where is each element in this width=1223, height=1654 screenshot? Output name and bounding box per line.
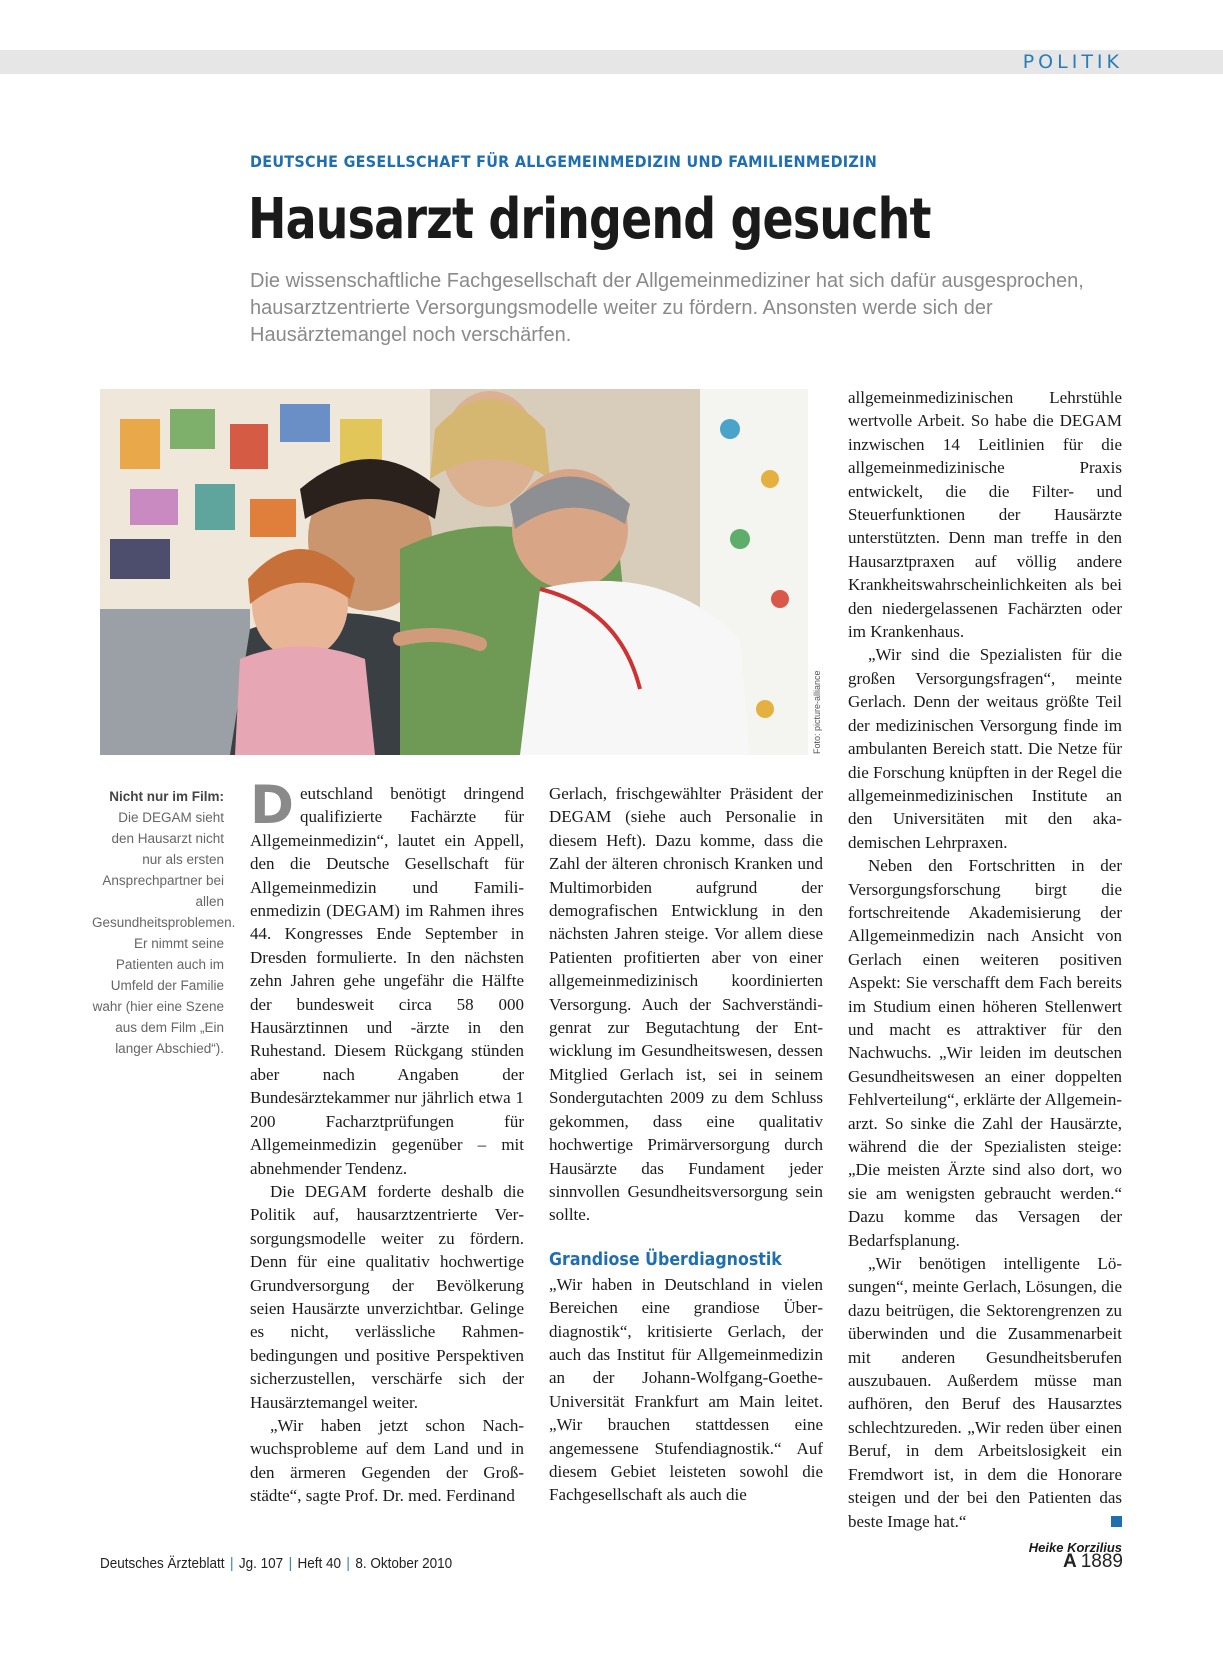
article-kicker: DEUTSCHE GESELLSCHAFT FÜR ALLGEMEINMEDIZIN UND FAMILIENMEDIZIN (250, 152, 878, 171)
article-author: Heike Korzilius (1028, 1539, 1122, 1555)
paragraph-1: Deutschland benötigt dringend qualifizierte Fachärzte für Allgemeinmedizin“, lautet ein Appell, den die Deutsche Gesellschaft für Allgemeinmedizin und Familienmedizin (DEGAM) im Rahmen ihres 44. Kongresses Ende September in Dresden formulierte. In den nächsten zehn Jahren gehe ungefähr die Hälfte der bundesweit circa 58 000 Hausärztinnen und -ärzte in den Ruhestand. Diesem Rückgang stünden aber nach Angaben der Bundesärztekammer nur jährlich etwa 1 200 Facharztprüfungen für Allgemeinmedizin gegenüber – mit abnehmender Tendenz. (250, 775, 524, 1178)
journal-name: Deutsches Ärzteblatt (100, 1555, 225, 1572)
page-footer: Deutsches Ärzteblatt | Jg. 107 | Heft 40 | 8. Oktober 2010 (100, 1555, 453, 1572)
section-label: POLITIK (1022, 51, 1123, 73)
photo-illustration (100, 389, 808, 755)
journal-date: 8. Oktober 2010 (355, 1555, 453, 1572)
paragraph-continued: allgemeinmedizinischen Lehrstühle wertvolle Arbeit. So habe die DEGAM inzwischen 14 Leitlinien für die allgemeinmedizinische Praxis entwickelt, die die Filter- und Steuerfunktionen der Hausärzte unterstützten. Denn man treffe in den Hausarztpraxen auf völlig andere Krankheitswahrscheinlichkeiten als bei den niedergelassenen Fachärzten oder im Krankenhaus. (848, 388, 1122, 642)
paragraph-7: „Wir benötigen intelligente Lösungen“, meinte Gerlach, Lösungen, die dazu beitrügen, die Sektorengrenzen zu überwinden und die Zusammenarbeit mit anderen Gesundheitsberufen auszubauen. Außerdem müsse man aufhören, den Beruf des Hausarztes schlechtzureden. „Wir reden über einen Beruf, in dem Arbeitslosigkeit ein Fremdwort ist, in dem die Honorare steigen und der bei den Patienten das beste Image hat.“ (848, 1254, 1122, 1531)
photo-credit: Foto: picture-alliance (812, 670, 822, 754)
article-column-1 (250, 775, 524, 1508)
paragraph-2: Die DEGAM forderte deshalb die Politik auf, hausarztzentrierte Versorgungsmodelle weiter zu fördern. Denn für eine qualitativ hochwertige Grundversorgung der Bevölkerung seien Hausärzte unverzichtbar. Gelinge es nicht, verlässliche Rahmenbedingungen und positive Perspektiven sicherzustellen, verschärfe sich der Hausärztemangel weiter. (250, 1181, 524, 1412)
article-headline: Hausarzt dringend gesucht (248, 187, 931, 252)
article-subhead: Grandiose Überdiagnostik (549, 1248, 782, 1270)
paragraph-6: Neben den Fortschritten in der Versorgungsforschung birgt die fortschreitende Akademisierung der Allgemeinmedizin nach Ansicht von Gerlach einen weiteren positiven Aspekt: Sie verschafft dem Fach bereits im Studium einen höheren Stellenwert und macht es attraktiver für den Nachwuchs. „Wir leiden im deutschen Gesundheitswesen an einer doppelten Fehlverteilung“, erklärte der Allgemeinarzt. So sinke die Zahl der Hausärzte, während die der Spezialisten steige: „Die meisten Ärzte sind also dort, wo sie am wenigsten gebraucht werden.“ Dazu komme das Versagen der Bedarfsplanung. (848, 856, 1122, 1250)
journal-volume: Jg. 107 (238, 1555, 284, 1572)
journal-issue: Heft 40 (297, 1555, 342, 1572)
paragraph-4: „Wir haben in Deutschland in vielen Bereichen eine grandiose Überdiagnostik“, kritisierte Gerlach, der auch das Institut für Allgemeinmedizin an der Johann-Wolfgang-Goethe-Universität Frankfurt am Main leitet. „Wir brauchen stattdessen eine angemessene Stufendiagnostik.“ Auf diesem Gebiet leisteten sowohl die Fachgesellschaft als auch die (549, 1274, 823, 1505)
paragraph-3: „Wir haben jetzt schon Nachwuchsprobleme auf dem Land und in den ärmeren Gegenden der Großstädte“, sagte Prof. Dr. med. Ferdinand (250, 1415, 524, 1506)
drop-cap: D (250, 775, 294, 836)
article-column-2 (549, 782, 823, 1507)
article-column-3 (848, 386, 1122, 1557)
page-number: A 1889 (1062, 1551, 1123, 1572)
end-mark-icon (1111, 1516, 1122, 1527)
paragraph-continued: Gerlach, frischgewählter Präsident der DEGAM (siehe auch Personalie in diesem Heft). Dazu komme, dass die Zahl der älteren chronisch Kranken und Multimorbiden aufgrund der demografischen Entwicklung in den nächsten Jahren steige. Vor allem diese Patienten profitierten aber von einer allgemeinmedizinisch koordinierten Versorgung. Auch der Sachverständigenrat zur Begutachtung der Entwicklung im Gesundheitswesen, dessen Mitglied Gerlach ist, sei in seinem Sondergutachten 2009 zu dem Schluss gekommen, dass eine qualitativ hochwertige Primärversorgung durch Hausärzte das Fundament jeder sinnvollen Gesundheitsversorgung sein sollte. (549, 784, 823, 1225)
photo-caption (92, 786, 236, 1059)
article-photo (100, 389, 808, 755)
caption-title: Nicht nur im Film: (109, 789, 224, 804)
article-lead: Die wissenschaftliche Fachgesellschaft der Allgemeinmediziner hat sich dafür ausgesprochen, hausarztzentrierte Versorgungsmodelle weiter zu fördern. Ansonsten werde sich der Hausärztemangel noch verschärfen. (250, 270, 1084, 346)
caption-text: Die DEGAM sieht den Hausarzt nicht nur als ersten Ansprechpartner bei allen Gesundheitsproblemen. Er nimmt seine Patienten auch im Umfeld der Familie wahr (hier eine Szene aus dem Film „Ein langer Abschied“). (92, 810, 236, 1056)
paragraph-5: „Wir sind die Spezialisten für die großen Versorgungsfragen“, meinte Gerlach. Denn der weitaus größte Teil der medizinischen Versorgung finde im ambulanten Bereich statt. Die Netze für die Forschung knüpften in der Regel die allgemeinmedizinischen Institute an den Universitäten mit den akademischen Lehrpraxen. (848, 645, 1122, 852)
